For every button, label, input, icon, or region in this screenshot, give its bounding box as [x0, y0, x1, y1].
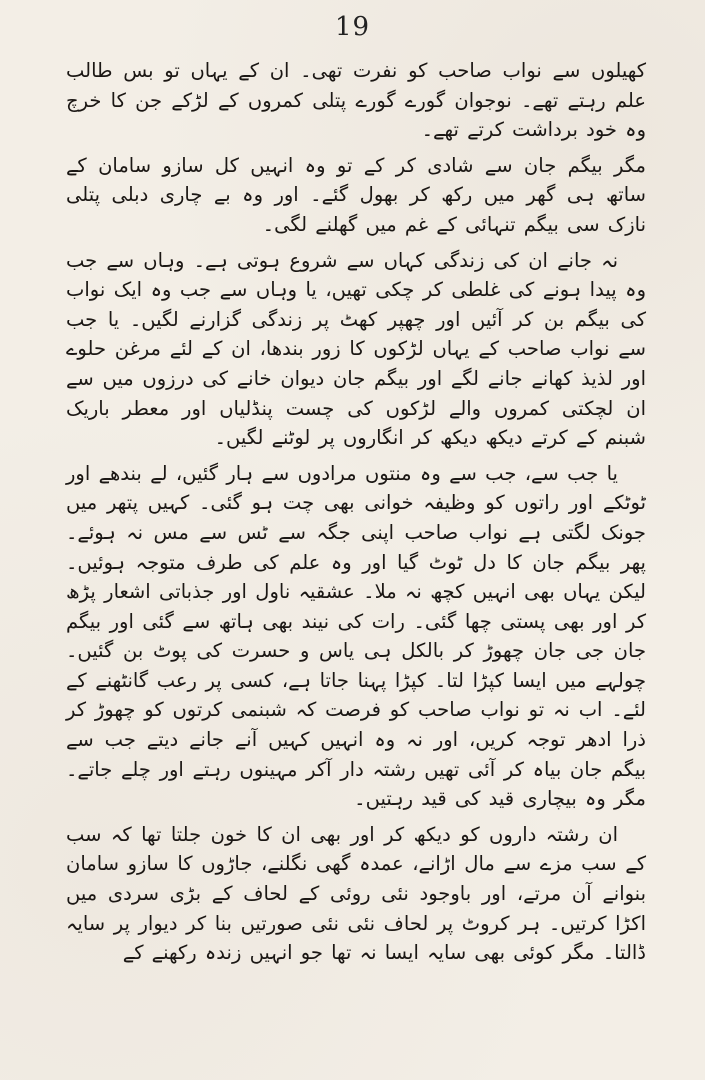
page-text-body: [66, 56, 646, 974]
paragraph-2: مگر بیگم جان سے شادی کر کے تو وہ انہیں کل سازو سامان کے ساتھ ہی گھر میں رکھ کر بھول گئے۔ اور وہ بے چاری دبلی پتلی نازک سی بیگم تنہائی کے غم میں گھلنے لگی۔: [66, 153, 646, 236]
paragraph-5: ان رشتہ داروں کو دیکھ کر اور بھی ان کا خون جلتا تھا کہ سب کے سب مزے سے مال اڑانے، عمدہ گھی نگلنے، جاڑوں کا سازو سامان بنوانے آن مرتے، اور باوجود نئی روئی کے لحاف کے بڑی سردی میں اکڑا کرتیں۔ ہر کروٹ پر لحاف نئی نئی صورتیں بنا کر دیوار پر سایہ ڈالتا۔ مگر کوئی بھی سایہ ایسا نہ تھا جو انہیں زندہ رکھنے کے: [66, 822, 646, 965]
paragraph-1: کھیلوں سے نواب صاحب کو نفرت تھی۔ ان کے یہاں تو بس طالب علم رہتے تھے۔ نوجوان گورے گورے پتلی کمروں کے لڑکے جن کا خرچ وہ خود برداشت کرتے تھے۔: [66, 59, 646, 142]
page-number: 19: [334, 12, 371, 42]
paragraph-3: نہ جانے ان کی زندگی کہاں سے شروع ہوتی ہے۔ وہاں سے جب وہ پیدا ہونے کی غلطی کر چکی تھیں، یا وہاں سے جب وہ ایک نواب کی بیگم بن کر آئیں اور چھپر کھٹ پر زندگی گزارنے لگیں۔ یا جب سے نواب صاحب کے یہاں لڑکوں کا زور بندھا، ان کے لئے مرغن حلوے اور لذیذ کھانے جانے لگے اور بیگم جان دیوان خانے کی درزوں میں سے ان لچکتی کمروں والے لڑکوں کی چست پنڈلیاں اور معطر باریک شبنم کے کرتے دیکھ دیکھ کر انگاروں پر لوٹنے لگیں۔: [66, 248, 646, 450]
paragraph-4: یا جب سے، جب سے وہ منتوں مرادوں سے ہار گئیں، لے بندھے اور ٹوٹکے اور راتوں کو وظیفہ خوانی بھی چت ہو گئی۔ کہیں پتھر میں جونک لگتی ہے نواب صاحب اپنی جگہ سے ٹس سے مس نہ ہوئے۔ پھر بیگم جان کا دل ٹوٹ گیا اور وہ علم کی طرف متوجہ ہوئیں۔ لیکن یہاں بھی انہیں کچھ نہ ملا۔ عشقیہ ناول اور جذباتی اشعار پڑھ کر اور بھی پستی چھا گئی۔ رات کی نیند بھی ہاتھ سے گئی اور بیگم جان جی جان چھوڑ کر بالکل ہی یاس و حسرت کی پوٹ بن گئیں۔ چولہے میں ایسا کپڑا لتا۔ کپڑا پہنا جاتا ہے، کسی پر رعب گانٹھنے کے لئے۔ اب نہ تو نواب صاحب کو فرصت کہ شبنمی کرتوں کو چھوڑ کر ذرا ادھر توجہ کریں، اور نہ وہ انہیں کہیں آنے جانے دیتے جب سے بیگم جان بیاہ کر آئی تھیں رشتہ دار آکر مہینوں رہتے اور چلے جاتے۔ مگر وہ بیچاری قید کی قید رہتیں۔: [66, 461, 646, 811]
